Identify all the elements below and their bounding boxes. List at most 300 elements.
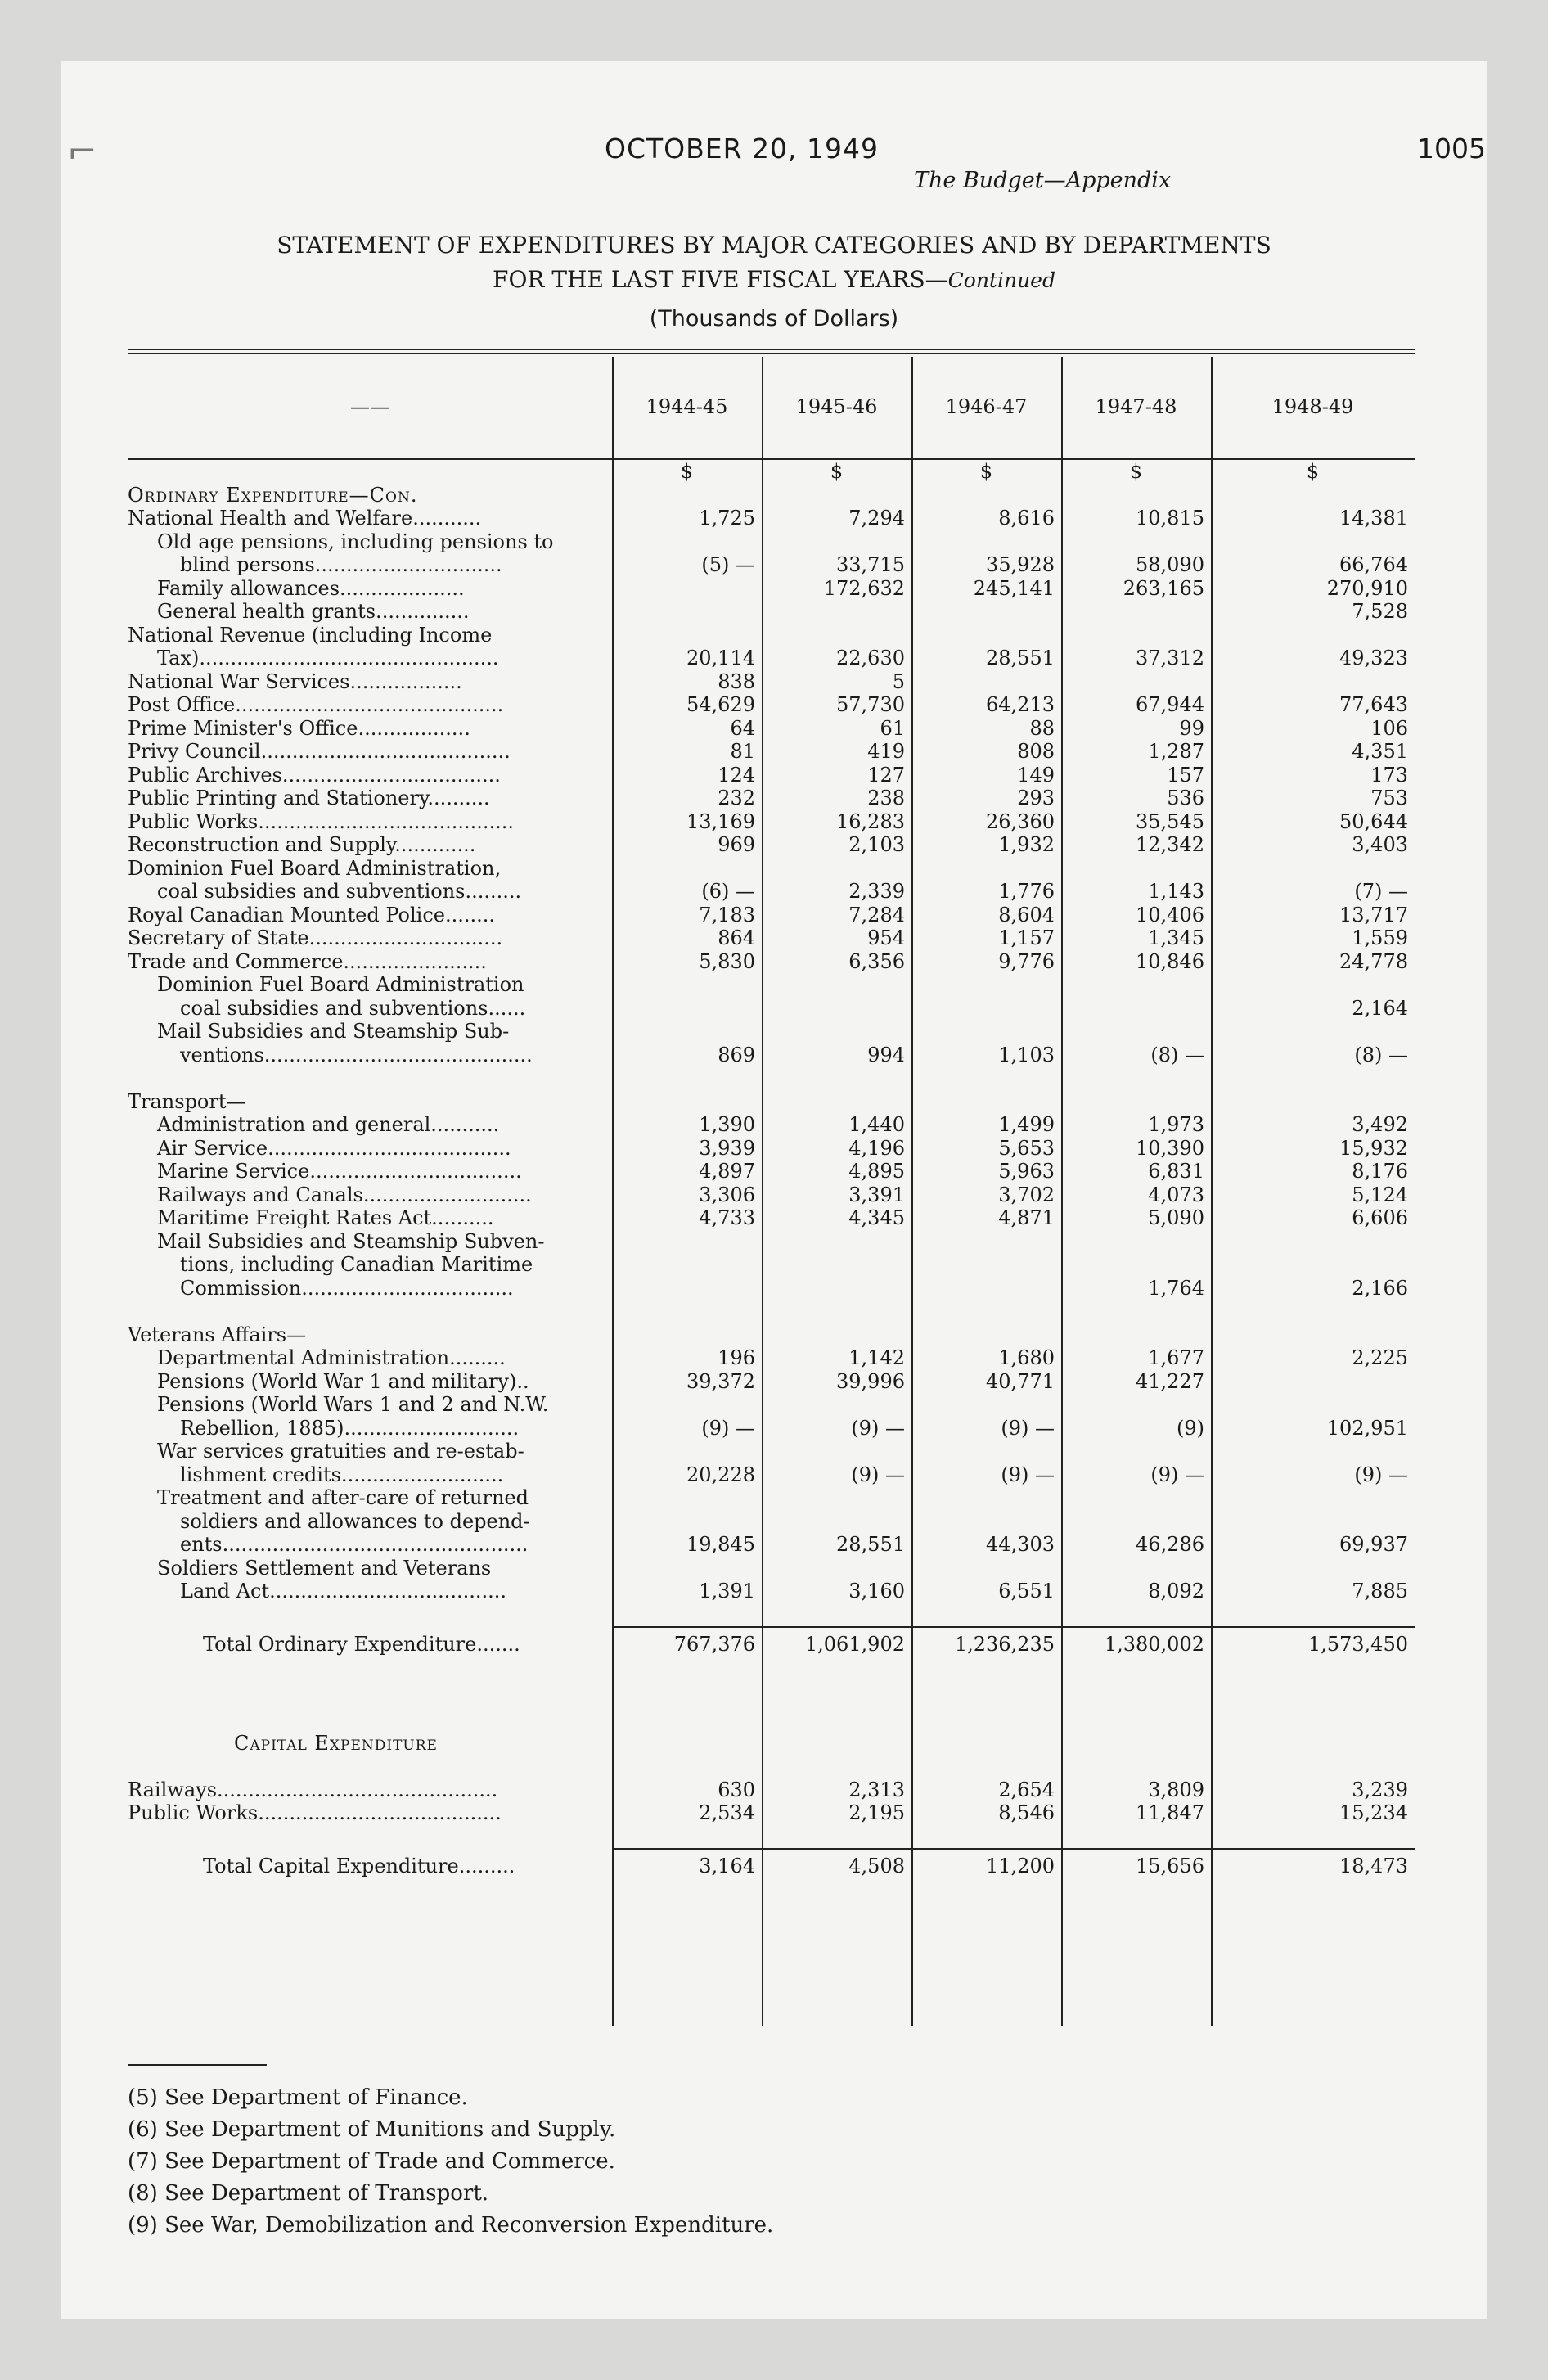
cell-value: 7,294 (848, 507, 905, 530)
cell-value (612, 1825, 762, 1850)
cell-value: 157 (1167, 763, 1204, 787)
cell-value: 5,963 (998, 1160, 1055, 1183)
table-row (128, 1486, 1415, 1510)
row-label: Public Archives................................... (128, 763, 501, 787)
cell-value: 39,996 (836, 1369, 905, 1393)
cell-value (1211, 1253, 1415, 1277)
table-row (128, 1323, 1415, 1347)
cell-value (612, 1277, 762, 1300)
cell-value: 767,376 (612, 1627, 762, 1661)
cell-value (1211, 530, 1415, 554)
cell-value: 81 (730, 740, 755, 763)
cell-value: 1,680 (998, 1346, 1055, 1369)
title-line2-continued: Continued (947, 268, 1055, 292)
row-label (128, 1066, 612, 1090)
cell-value: 35,928 (986, 553, 1055, 576)
cell-value: 2,534 (699, 1801, 755, 1824)
currency-stub (128, 459, 612, 484)
cell-value: 20,228 (686, 1463, 755, 1486)
cell-value (762, 1825, 911, 1850)
cell-value: 9,776 (998, 949, 1055, 973)
cell-value: 6,831 (1148, 1160, 1204, 1183)
cell-value: 24,778 (1339, 949, 1408, 973)
cell-value (1211, 1440, 1415, 1463)
cell-value: 4,073 (1148, 1183, 1204, 1206)
cell-value: 57,730 (836, 693, 905, 716)
cell-value (911, 1277, 1061, 1300)
cell-value: 1,776 (998, 880, 1055, 903)
cell-value (911, 1661, 1061, 1685)
cell-value: 2,164 (1352, 996, 1408, 1020)
cell-value: 3,306 (699, 1183, 755, 1206)
cell-value: 3,403 (1352, 833, 1408, 856)
cell-value (1211, 1661, 1415, 1685)
cell-value (1211, 1066, 1415, 1090)
cell-value (1061, 1230, 1211, 1254)
cell-value (612, 1603, 762, 1628)
cell-value (762, 1486, 911, 1510)
cell-value: 2,654 (998, 1778, 1055, 1801)
cell-value (762, 1510, 911, 1534)
cell-value (612, 997, 762, 1021)
cell-value (1061, 997, 1211, 1021)
cell-value (612, 1708, 762, 1732)
cell-value: 2,339 (848, 880, 905, 903)
cell-value (612, 484, 762, 507)
cell-value (911, 600, 1061, 624)
row-label: Mail Subsidies and Steamship Sub- (157, 1020, 510, 1043)
row-label: Land Act...................................... (180, 1580, 507, 1602)
table-row (128, 1801, 1415, 1825)
table-row (128, 1393, 1415, 1417)
cell-value: 5 (892, 669, 905, 693)
table-row (128, 950, 1415, 974)
table-row (128, 1440, 1415, 1463)
table-row (128, 1661, 1415, 1685)
cell-value (1211, 973, 1415, 997)
cell-value (762, 997, 911, 1021)
row-label: blind persons.............................. (180, 553, 502, 576)
year-header: 1944-45 (646, 394, 728, 418)
table-row (128, 530, 1415, 554)
row-label (128, 1685, 612, 1709)
cell-value: 1,345 (1148, 926, 1204, 949)
row-label: Veterans Affairs— (128, 1323, 307, 1346)
cell-value: 8,616 (998, 507, 1055, 530)
cell-value (1211, 1230, 1415, 1254)
cell-value: (5) — (701, 553, 755, 576)
cell-value: 54,629 (686, 693, 755, 716)
statement-title-line1: STATEMENT OF EXPENDITURES BY MAJOR CATEGORIES AND BY DEPARTMENTS (277, 232, 1271, 259)
table-row (128, 600, 1415, 624)
cell-value (1211, 1090, 1415, 1114)
row-label: National Revenue (including Income (128, 623, 493, 647)
table-row (128, 1300, 1415, 1323)
cell-value: 39,372 (686, 1369, 755, 1393)
cell-value (1211, 1732, 1415, 1756)
column-rule (762, 357, 763, 2026)
table-row (128, 1137, 1415, 1161)
cell-value (911, 1323, 1061, 1347)
row-label: Total Ordinary Expenditure....... (203, 1632, 520, 1656)
cell-value: 10,846 (1136, 949, 1204, 973)
table-row (128, 670, 1415, 694)
column-rule (1061, 357, 1063, 2026)
row-label: Public Works......................................... (128, 809, 514, 833)
cell-value (612, 973, 762, 997)
cell-value (911, 1732, 1061, 1756)
cell-value (1061, 1253, 1211, 1277)
row-label: Reconstruction and Supply............. (128, 833, 476, 856)
cell-value: 5,830 (699, 949, 755, 973)
cell-value: 14,381 (1339, 507, 1408, 530)
year-header: 1947-48 (1095, 394, 1177, 418)
row-label (128, 1825, 612, 1850)
row-label: Secretary of State............................... (128, 926, 503, 949)
cell-value (612, 624, 762, 647)
table-row (128, 577, 1415, 601)
cell-value (612, 1486, 762, 1510)
row-label: Rebellion, 1885)............................ (180, 1416, 520, 1440)
cell-value (1211, 624, 1415, 647)
cell-value: 994 (867, 1043, 905, 1066)
cell-value (762, 1066, 911, 1090)
stub-header: —— (350, 394, 389, 418)
cell-value (1211, 1393, 1415, 1417)
row-label: Mail Subsidies and Steamship Subven- (157, 1229, 545, 1253)
row-label: Departmental Administration......... (157, 1346, 506, 1369)
row-label: Old age pensions, including pensions to (157, 530, 554, 553)
cell-value (1211, 1685, 1415, 1709)
cell-value (1211, 484, 1415, 507)
cell-value: 1,677 (1148, 1346, 1204, 1369)
table-row (128, 1277, 1415, 1300)
cell-value (762, 1557, 911, 1580)
row-label (128, 1755, 612, 1778)
cell-value: 3,391 (848, 1183, 905, 1206)
cell-value (911, 1557, 1061, 1580)
table-row (128, 1113, 1415, 1137)
cell-value (612, 600, 762, 624)
row-label: Transport— (128, 1089, 246, 1113)
table-row (128, 693, 1415, 717)
cell-value (612, 1090, 762, 1114)
row-label: War services gratuities and re-estab- (157, 1440, 524, 1463)
cell-value (1061, 1393, 1211, 1417)
table-row (128, 1370, 1415, 1394)
table-row (128, 1825, 1415, 1850)
row-label: coal subsidies and subventions...... (180, 996, 526, 1020)
cell-value (1211, 1708, 1415, 1732)
cell-value (911, 1253, 1061, 1277)
cell-value (911, 1510, 1061, 1534)
cell-value: 630 (718, 1778, 755, 1801)
cell-value (612, 1685, 762, 1709)
table-row (128, 1708, 1415, 1732)
row-label: Soldiers Settlement and Veterans (157, 1556, 492, 1580)
cell-value (911, 1755, 1061, 1778)
cell-value (612, 1732, 762, 1756)
cell-value: 172,632 (823, 576, 905, 600)
cell-value: 64,213 (986, 693, 1055, 716)
cell-value (762, 1300, 911, 1323)
table-row (128, 857, 1415, 881)
footnote: (7) See Department of Trade and Commerce. (128, 2149, 615, 2174)
cell-value (612, 1020, 762, 1044)
footnotes (128, 2082, 773, 2242)
cell-value: 4,897 (699, 1160, 755, 1183)
cell-value: 238 (867, 787, 905, 809)
column-rule (911, 357, 913, 2026)
table-row (128, 810, 1415, 834)
cell-value: 13,717 (1339, 903, 1408, 926)
cell-value: 232 (718, 787, 755, 809)
cell-value (762, 484, 911, 507)
running-title: The Budget—Appendix (914, 168, 1172, 193)
cell-value: 8,604 (998, 903, 1055, 926)
row-label: Total Capital Expenditure......... (203, 1854, 515, 1877)
cell-value: 19,845 (686, 1533, 755, 1556)
cell-value (762, 1661, 911, 1685)
table-row (128, 1253, 1415, 1277)
row-label: Capital Expenditure (234, 1731, 438, 1755)
cell-value (1211, 1020, 1415, 1044)
year-header: 1948-49 (1271, 394, 1354, 418)
cell-value: 1,236,235 (911, 1627, 1061, 1661)
cell-value: 4,345 (848, 1206, 905, 1229)
table-row (128, 880, 1415, 904)
cell-value (1211, 1486, 1415, 1510)
cell-value: 50,644 (1339, 809, 1408, 833)
cell-value (911, 973, 1061, 997)
table-body (128, 484, 1415, 1884)
cell-value: 838 (718, 669, 755, 693)
cell-value: (8) — (1354, 1043, 1408, 1066)
table-row (128, 787, 1415, 810)
cell-value: 28,551 (836, 1533, 905, 1556)
cell-value (612, 1066, 762, 1090)
cell-value: 2,225 (1352, 1346, 1408, 1369)
row-label: Pensions (World War 1 and military).. (157, 1369, 529, 1393)
table-row (128, 1849, 1415, 1883)
cell-value: 2,166 (1352, 1276, 1408, 1300)
row-label (128, 1603, 612, 1628)
cell-value: 1,142 (848, 1346, 905, 1369)
row-label: Royal Canadian Mounted Police........ (128, 903, 495, 926)
units-note: (Thousands of Dollars) (649, 306, 899, 331)
cell-value: 1,157 (998, 926, 1055, 949)
cell-value (911, 997, 1061, 1021)
cell-value: (9) — (1001, 1463, 1055, 1486)
cell-value: 6,356 (848, 949, 905, 973)
statement-title-line2 (61, 266, 1487, 293)
cell-value: 67,944 (1136, 693, 1204, 716)
row-label: Railways and Canals........................... (157, 1183, 532, 1206)
table-row (128, 764, 1415, 787)
cell-value (1061, 1440, 1211, 1463)
cell-value (1211, 1755, 1415, 1778)
cell-value: (6) — (701, 880, 755, 903)
cell-value: 1,061,902 (762, 1627, 911, 1661)
cell-value: (9) — (851, 1416, 905, 1440)
table-row (128, 1230, 1415, 1254)
row-label: soldiers and allowances to depend- (180, 1509, 530, 1533)
cell-value: 6,606 (1352, 1206, 1408, 1229)
cell-value: 16,283 (836, 809, 905, 833)
cell-value (762, 1755, 911, 1778)
cell-value: 22,630 (836, 647, 905, 669)
cell-value: 46,286 (1136, 1533, 1204, 1556)
row-label: coal subsidies and subventions......... (157, 880, 522, 903)
cell-value: 11,200 (911, 1849, 1061, 1883)
row-label: Public Printing and Stationery.......... (128, 787, 490, 809)
cell-value: 2,195 (848, 1801, 905, 1824)
table-row (128, 1510, 1415, 1534)
table-row (128, 740, 1415, 764)
year-header: 1946-47 (945, 394, 1028, 418)
cell-value: 6,551 (998, 1580, 1055, 1602)
cell-value (1061, 1825, 1211, 1850)
cell-value: 15,932 (1339, 1136, 1408, 1160)
cell-value: 2,313 (848, 1778, 905, 1801)
cell-value: 7,183 (699, 903, 755, 926)
row-label: Family allowances.................... (157, 576, 465, 600)
cell-value: 270,910 (1326, 576, 1408, 600)
table-row (128, 1533, 1415, 1557)
cell-value: 10,390 (1136, 1136, 1204, 1160)
table-row (128, 1160, 1415, 1183)
row-label (128, 1300, 612, 1323)
table-row (128, 1755, 1415, 1778)
cell-value: 969 (718, 833, 755, 856)
cell-value: 4,871 (998, 1206, 1055, 1229)
cell-value (612, 1300, 762, 1323)
row-label: Maritime Freight Rates Act.......... (157, 1206, 494, 1229)
cell-value: 44,303 (986, 1533, 1055, 1556)
cell-value (612, 1440, 762, 1463)
table-row (128, 1090, 1415, 1114)
cell-value: 4,895 (848, 1160, 905, 1183)
cell-value: 4,351 (1352, 740, 1408, 763)
cell-value: (9) — (701, 1416, 755, 1440)
cell-value: 1,973 (1148, 1113, 1204, 1136)
cell-value (762, 530, 911, 554)
cell-value (911, 1603, 1061, 1628)
cell-value: 35,545 (1136, 809, 1204, 833)
cell-value (1061, 1090, 1211, 1114)
cell-value: 69,937 (1339, 1533, 1408, 1556)
cell-value (762, 600, 911, 624)
cell-value (612, 1393, 762, 1417)
table-row (128, 1463, 1415, 1487)
cell-value: 13,169 (686, 809, 755, 833)
cell-value: 5,090 (1148, 1206, 1204, 1229)
cell-value: 88 (1029, 716, 1055, 740)
cell-value (762, 1020, 911, 1044)
cell-value (762, 1708, 911, 1732)
currency-sign: $ (762, 459, 911, 484)
cell-value: 99 (1179, 716, 1204, 740)
cell-value (1211, 857, 1415, 881)
table-row (128, 833, 1415, 857)
cell-value: 3,702 (998, 1183, 1055, 1206)
cell-value (1061, 1708, 1211, 1732)
cell-value: 15,234 (1339, 1801, 1408, 1824)
column-rule (1211, 357, 1213, 2026)
cell-value: 124 (718, 763, 755, 787)
cell-value: 419 (867, 740, 905, 763)
cell-value: 26,360 (986, 809, 1055, 833)
table-row (128, 1044, 1415, 1067)
row-label: Administration and general........... (157, 1113, 500, 1136)
table-row (128, 1020, 1415, 1044)
row-label (128, 1708, 612, 1732)
cell-value (1061, 973, 1211, 997)
cell-value: 41,227 (1136, 1369, 1204, 1393)
table-row (128, 1778, 1415, 1802)
cell-value: 1,559 (1352, 926, 1408, 949)
cell-value (1211, 1370, 1415, 1394)
row-label: Dominion Fuel Board Administration (157, 973, 524, 996)
cell-value: 3,239 (1352, 1778, 1408, 1801)
cell-value (911, 1066, 1061, 1090)
cell-value: 28,551 (986, 647, 1055, 669)
table-row (128, 1417, 1415, 1440)
cell-value (612, 1755, 762, 1778)
cell-value: 173 (1370, 763, 1408, 787)
cell-value (612, 1230, 762, 1254)
cell-value: 149 (1017, 763, 1055, 787)
cell-value (1211, 1300, 1415, 1323)
footnote: (9) See War, Demobilization and Reconversion Expenditure. (128, 2213, 774, 2238)
cell-value: 4,508 (762, 1849, 911, 1883)
table-row (128, 1627, 1415, 1661)
cell-value: 33,715 (836, 553, 905, 576)
cell-value: 64 (730, 716, 755, 740)
cell-value (1061, 1066, 1211, 1090)
cell-value (762, 1732, 911, 1756)
cell-value (762, 1253, 911, 1277)
table-row (128, 1732, 1415, 1756)
cell-value (762, 1685, 911, 1709)
row-label: tions, including Canadian Maritime (180, 1253, 533, 1276)
table-row (128, 717, 1415, 741)
footnote: (8) See Department of Transport. (128, 2181, 489, 2206)
cell-value: 1,143 (1148, 880, 1204, 903)
currency-row (128, 459, 1415, 484)
row-label: National War Services.................. (128, 669, 462, 693)
row-label: Post Office........................................... (128, 693, 504, 716)
binding-mark: ⌐ (67, 131, 97, 173)
cell-value (911, 857, 1061, 881)
row-label: lishment credits.......................... (180, 1463, 504, 1486)
cell-value (911, 624, 1061, 647)
cell-value: 61 (880, 716, 905, 740)
cell-value (762, 1393, 911, 1417)
cell-value: (9) — (1150, 1463, 1204, 1486)
cell-value: 1,573,450 (1211, 1627, 1415, 1661)
table-row (128, 624, 1415, 647)
cell-value (762, 1323, 911, 1347)
cell-value: 1,499 (998, 1113, 1055, 1136)
table-row (128, 973, 1415, 997)
cell-value (1061, 484, 1211, 507)
table-row (128, 1346, 1415, 1370)
cell-value: 1,103 (998, 1043, 1055, 1066)
cell-value (1211, 1323, 1415, 1347)
cell-value (911, 484, 1061, 507)
cell-value (911, 1708, 1061, 1732)
